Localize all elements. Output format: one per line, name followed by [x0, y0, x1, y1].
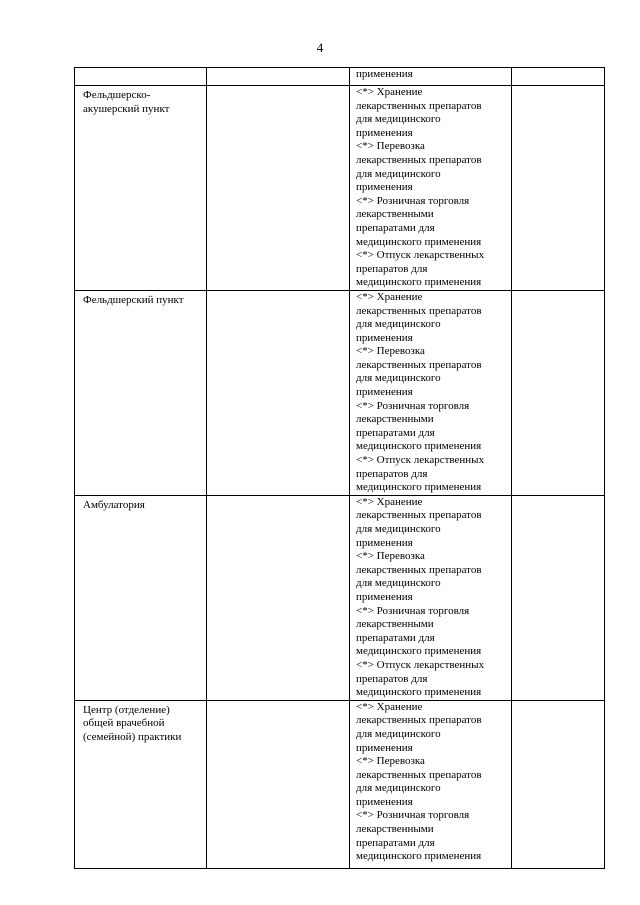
activity-line: препаратов для	[356, 262, 428, 275]
activity-line: лекарственных препаратов	[356, 99, 482, 112]
activity-line: лекарственных препаратов	[356, 358, 482, 371]
empty-cell	[207, 68, 350, 86]
empty-cell	[207, 700, 350, 868]
facility-name-line: акушерский пункт	[83, 102, 170, 115]
activity-line: <*> Хранение	[356, 290, 423, 303]
activity-line: <*> Розничная торговля	[356, 194, 470, 207]
activity-line: применения	[356, 331, 413, 344]
activity-line: для медицинского	[356, 523, 441, 535]
activity-line: <*> Хранение	[356, 495, 423, 508]
activity-line: лекарственных препаратов	[356, 153, 482, 166]
activity-cell	[350, 68, 512, 86]
empty-cell	[512, 86, 605, 291]
activity-line: медицинского применения	[356, 850, 482, 863]
activity-line: лекарственных препаратов	[356, 304, 482, 317]
activity-line: лекарственных препаратов	[356, 509, 482, 522]
activity-line: <*> Отпуск лекарственных	[356, 454, 485, 467]
activity-line: препаратами для	[356, 631, 435, 644]
activity-line: <*> Хранение	[356, 700, 423, 713]
activity-line: лекарственными	[356, 618, 434, 631]
activity-cell	[350, 700, 512, 868]
activity-line: <*> Перевозка	[356, 140, 425, 153]
empty-cell	[512, 290, 605, 495]
activity-line: для медицинского	[356, 577, 441, 590]
facility-name-cell	[75, 290, 207, 495]
facility-name-line: общей врачебной	[83, 717, 165, 730]
facility-name-line: Фельдшерско-	[83, 89, 151, 101]
facility-name-cell	[75, 495, 207, 700]
activity-line: <*> Отпуск лекарственных	[356, 658, 485, 671]
activity-line: <*> Розничная торговля	[356, 809, 470, 822]
facility-name-line: (семейной) практики	[83, 730, 182, 743]
empty-cell	[512, 495, 605, 700]
activity-cell	[350, 495, 512, 700]
activity-line: медицинского применения	[356, 686, 482, 699]
activity-line: применения	[356, 68, 413, 80]
activity-line: для медицинского	[356, 167, 441, 180]
activity-line: препаратами для	[356, 836, 435, 849]
facility-name-cell	[75, 68, 207, 86]
activity-line: медицинского применения	[356, 481, 482, 494]
activity-line: <*> Розничная торговля	[356, 399, 470, 412]
activity-line: лекарственными	[356, 413, 434, 426]
activity-line: применения	[356, 126, 413, 139]
empty-cell	[207, 290, 350, 495]
facility-name-line: Фельдшерский пункт	[83, 293, 184, 306]
activity-line: применения	[356, 590, 413, 603]
activity-line: применения	[356, 536, 413, 549]
empty-cell	[207, 86, 350, 291]
activity-cell	[350, 290, 512, 495]
facilities-table	[74, 67, 605, 869]
activity-line: для медицинского	[356, 782, 441, 795]
activity-line: препаратов для	[356, 672, 428, 685]
facility-name-line: Амбулатория	[83, 498, 145, 511]
activity-line: <*> Хранение	[356, 86, 423, 98]
activity-line: медицинского применения	[356, 645, 482, 658]
activity-line: медицинского применения	[356, 276, 482, 289]
table-row	[75, 86, 605, 291]
activity-line: медицинского применения	[356, 235, 482, 248]
table-body	[75, 68, 605, 869]
table-row	[75, 68, 605, 86]
activity-line: препаратов для	[356, 467, 428, 480]
table-row	[75, 495, 605, 700]
activity-line: для медицинского	[356, 727, 441, 740]
activity-line: для медицинского	[356, 318, 441, 331]
empty-cell	[207, 495, 350, 700]
activity-line: <*> Перевозка	[356, 345, 425, 358]
activity-line: лекарственных препаратов	[356, 563, 482, 576]
empty-cell	[512, 700, 605, 868]
activity-line: <*> Розничная торговля	[356, 604, 470, 617]
activity-line: препаратами для	[356, 221, 435, 234]
activity-line: лекарственных препаратов	[356, 714, 482, 727]
activity-line: применения	[356, 386, 413, 399]
activity-line: медицинского применения	[356, 440, 482, 453]
activity-line: применения	[356, 741, 413, 754]
activity-line: применения	[356, 181, 413, 194]
empty-cell	[512, 68, 605, 86]
facility-name-cell	[75, 86, 207, 291]
facility-name-cell	[75, 700, 207, 868]
activity-line: для медицинского	[356, 113, 441, 126]
activity-line: препаратами для	[356, 426, 435, 439]
activity-line: для медицинского	[356, 372, 441, 385]
table-row	[75, 700, 605, 868]
activity-line: лекарственными	[356, 823, 434, 836]
activity-line: <*> Отпуск лекарственных	[356, 249, 485, 262]
page-number: 4	[316, 40, 324, 55]
activity-line: лекарственных препаратов	[356, 768, 482, 781]
facility-name-line: Центр (отделение)	[83, 703, 170, 716]
table-row	[75, 290, 605, 495]
activity-line: <*> Перевозка	[356, 550, 425, 563]
activity-line: <*> Перевозка	[356, 755, 425, 768]
activity-line: применения	[356, 795, 413, 808]
activity-line: лекарственными	[356, 208, 434, 221]
activity-cell	[350, 86, 512, 291]
